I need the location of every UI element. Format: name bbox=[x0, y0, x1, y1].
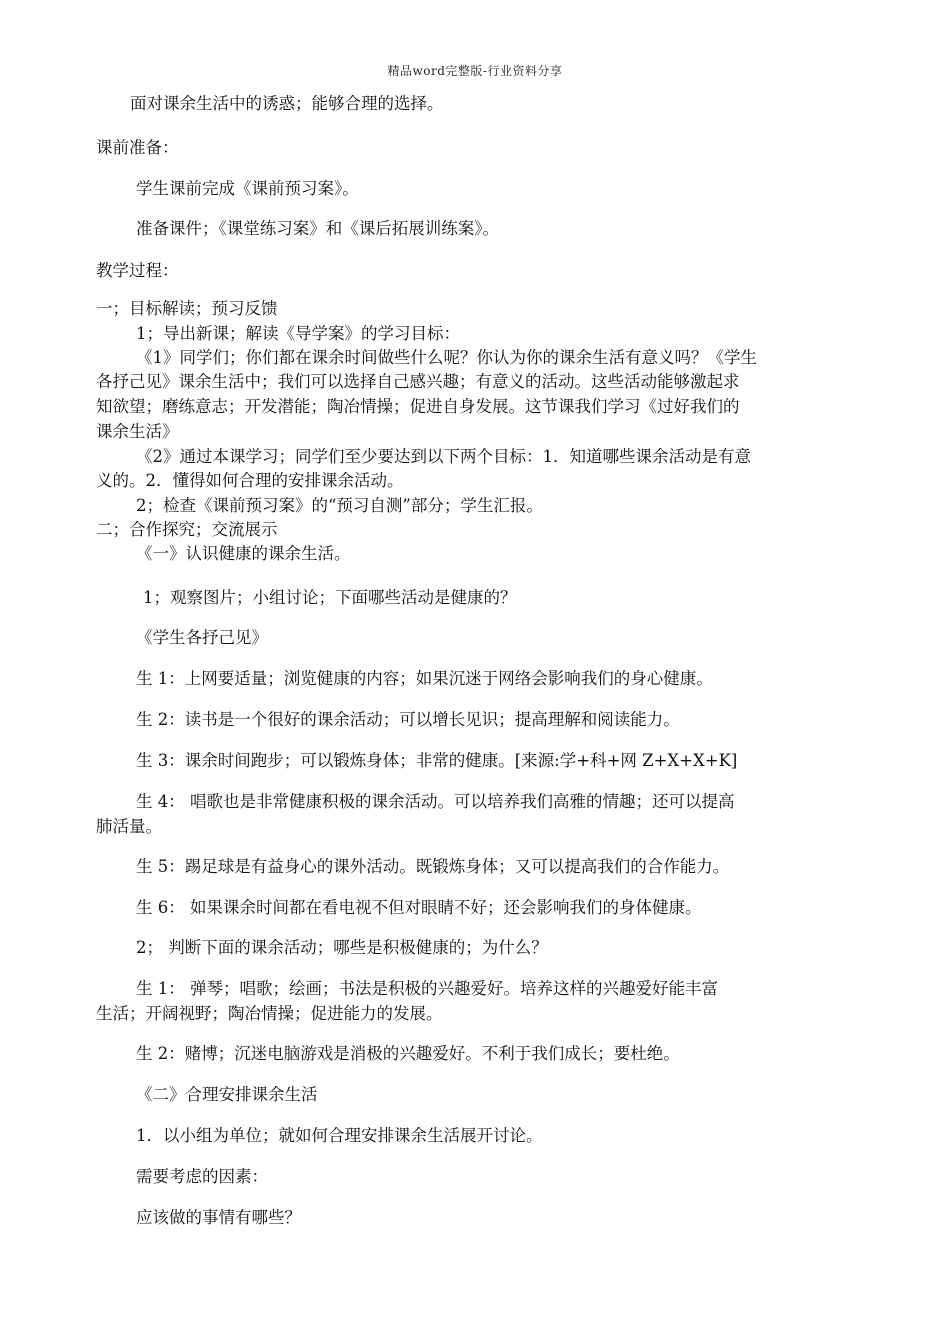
text-line: 2； 判断下面的课余活动；哪些是积极健康的；为什么？ bbox=[136, 938, 548, 957]
text-line: 《一》认识健康的课余生活。 bbox=[136, 544, 351, 563]
text-line: 应该做的事情有哪些？ bbox=[136, 1208, 301, 1227]
text-line: 生 4： 唱歌也是非常健康积极的课余活动。可以培养我们高雅的情趣；还可以提高 bbox=[136, 792, 735, 811]
text-line: 义的。2．懂得如何合理的安排课余活动。 bbox=[96, 471, 404, 490]
text-line: 准备课件；《课堂练习案》和《课后拓展训练案》。 bbox=[136, 219, 499, 238]
page-header: 精品word完整版-行业资料分享 bbox=[387, 64, 563, 78]
text-line: 生 6： 如果课余时间都在看电视不但对眼睛不好；还会影响我们的身体健康。 bbox=[136, 898, 702, 917]
text-line: 课余生活》 bbox=[96, 422, 179, 441]
text-line: 《1》同学们；你们都在课余时间做些什么呢？你认为你的课余生活有意义吗？《学生 bbox=[136, 348, 757, 367]
text-line: 《2》通过本课学习；同学们至少要达到以下两个目标：1．知道哪些课余活动是有意 bbox=[136, 447, 751, 466]
text-line: 学生课前完成《课前预习案》。 bbox=[136, 179, 359, 198]
text-line: 生 1：上网要适量；浏览健康的内容；如果沉迷于网络会影响我们的身心健康。 bbox=[136, 669, 713, 688]
text-line: 生 1： 弹琴；唱歌；绘画；书法是积极的兴趣爱好。培养这样的兴趣爱好能丰富 bbox=[136, 979, 718, 998]
text-line: 生 2：赌博；沉迷电脑游戏是消极的兴趣爱好。不利于我们成长；要杜绝。 bbox=[136, 1044, 680, 1063]
text-line: 1；导出新课；解读《导学案》的学习目标： bbox=[136, 324, 460, 343]
text-line: 《学生各抒己见》 bbox=[136, 628, 268, 647]
text-line: 1．以小组为单位；就如何合理安排课余生活展开讨论。 bbox=[136, 1126, 543, 1145]
text-line: 肺活量。 bbox=[96, 817, 162, 836]
section-heading: 课前准备： bbox=[96, 138, 179, 157]
text-line: 生活；开阔视野；陶冶情操；促进能力的发展。 bbox=[96, 1004, 443, 1023]
text-line: 生 5：踢足球是有益身心的课外活动。既锻炼身体；又可以提高我们的合作能力。 bbox=[136, 857, 730, 876]
text-line: 2；检查《课前预习案》的“预习自测”部分；学生汇报。 bbox=[136, 496, 543, 515]
section-heading: 教学过程： bbox=[96, 261, 179, 280]
text-line: 面对课余生活中的诱惑；能够合理的选择。 bbox=[130, 94, 444, 113]
text-line: 生 2：读书是一个很好的课余活动；可以增长见识；提高理解和阅读能力。 bbox=[136, 710, 680, 729]
text-line: 需要考虑的因素： bbox=[136, 1167, 268, 1186]
text-line: 1；观察图片；小组讨论；下面哪些活动是健康的？ bbox=[143, 588, 517, 607]
text-line: 《二》合理安排课余生活 bbox=[136, 1085, 318, 1104]
section-heading: 二；合作探究；交流展示 bbox=[96, 520, 278, 539]
text-line: 各抒己见》课余生活中；我们可以选择自己感兴趣；有意义的活动。这些活动能够激起求 bbox=[96, 372, 740, 391]
text-line: 生 3：课余时间跑步；可以锻炼身体；非常的健康。[来源:学+科+网 Z+X+X+K] bbox=[136, 751, 738, 770]
section-heading: 一；目标解读；预习反馈 bbox=[96, 299, 278, 318]
text-line: 知欲望；磨练意志；开发潜能；陶冶情操；促进自身发展。这节课我们学习《过好我们的 bbox=[96, 397, 740, 416]
